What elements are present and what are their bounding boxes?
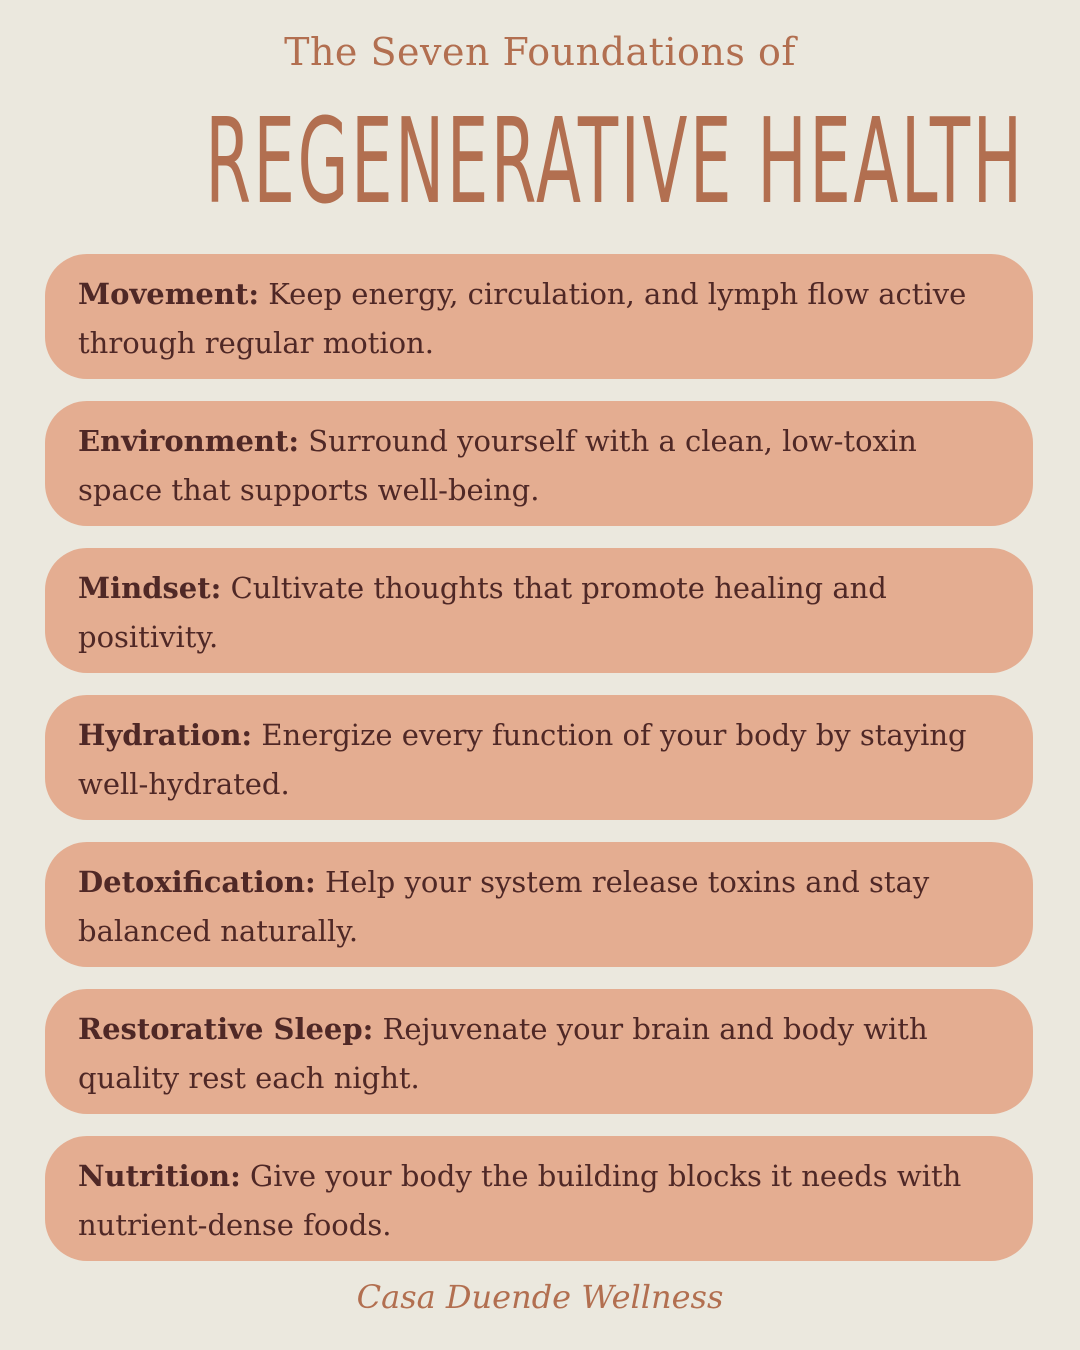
foundation-label: Movement:	[78, 277, 260, 311]
foundation-description: Keep energy, circulation, and lymph flow active through regular motion.	[78, 277, 967, 360]
foundation-card-restorative-sleep	[45, 989, 1033, 1114]
foundation-card-nutrition	[45, 1136, 1033, 1261]
foundation-label: Detoxification:	[78, 865, 316, 899]
foundation-card-movement	[45, 254, 1033, 379]
foundation-description: Energize every function of your body by staying well-hydrated.	[78, 718, 967, 801]
foundation-label: Mindset:	[78, 571, 222, 605]
foundation-card-mindset	[45, 548, 1033, 673]
foundation-label: Hydration:	[78, 718, 253, 752]
foundation-description: Surround yourself with a clean, low-toxin space that supports well-being.	[78, 424, 917, 507]
foundation-label: Nutrition:	[78, 1159, 241, 1193]
foundation-card-hydration	[45, 695, 1033, 820]
foundation-label: Restorative Sleep:	[78, 1012, 374, 1046]
foundations-list	[45, 254, 1033, 1283]
foundation-description: Give your body the building blocks it needs with nutrient-dense foods.	[78, 1159, 962, 1242]
foundation-label: Environment:	[78, 424, 300, 458]
page-subtitle: The Seven Foundations of	[284, 30, 796, 74]
foundation-card-environment	[45, 401, 1033, 526]
foundation-description: Cultivate thoughts that promote healing and positivity.	[78, 571, 887, 654]
brand-signature: Casa Duende Wellness	[356, 1278, 724, 1316]
foundation-description: Rejuvenate your brain and body with quality rest each night.	[78, 1012, 928, 1095]
page-title: REGENERATIVE HEALTH	[205, 92, 1025, 230]
foundation-description: Help your system release toxins and stay balanced naturally.	[78, 865, 930, 948]
foundation-card-detoxification	[45, 842, 1033, 967]
